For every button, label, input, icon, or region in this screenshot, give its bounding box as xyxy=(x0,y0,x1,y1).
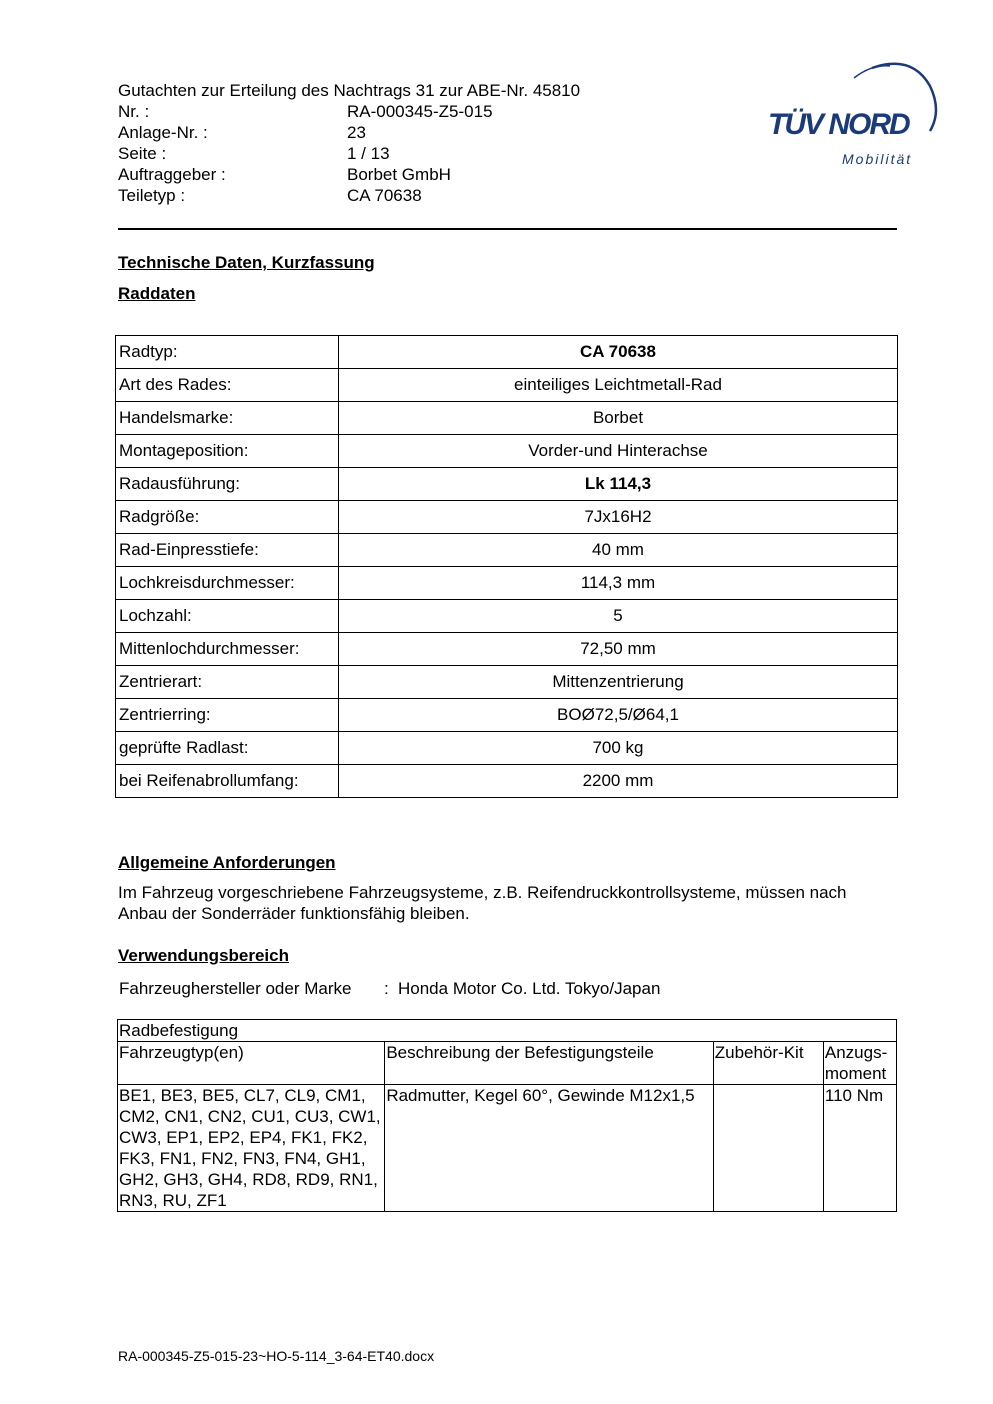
wheel-row-value: BOØ72,5/Ø64,1 xyxy=(339,699,898,732)
manufacturer-value: Honda Motor Co. Ltd. Tokyo/Japan xyxy=(398,979,661,998)
header-label-anlage: Anlage-Nr. : xyxy=(118,123,208,142)
wheel-row-label: Radtyp: xyxy=(116,336,339,369)
section-title-raddaten: Raddaten xyxy=(118,284,196,303)
header-label-nr: Nr. : xyxy=(118,102,150,121)
wheel-row-value: einteiliges Leichtmetall-Rad xyxy=(339,369,898,402)
wheel-row-value: 700 kg xyxy=(339,732,898,765)
manufacturer-label: Fahrzeughersteller oder Marke xyxy=(119,979,352,998)
wheel-row-label: bei Reifenabrollumfang: xyxy=(116,765,339,798)
wheel-mounting-table xyxy=(117,1019,897,1212)
table-row xyxy=(116,501,898,534)
mount-header-anzugsmoment: Anzugs-moment xyxy=(823,1042,896,1085)
header-divider xyxy=(118,228,897,230)
wheel-row-value: 40 mm xyxy=(339,534,898,567)
wheel-row-value: 5 xyxy=(339,600,898,633)
manufacturer-separator: : xyxy=(384,979,389,998)
tuev-nord-logo xyxy=(762,56,942,171)
table-row xyxy=(116,336,898,369)
wheel-row-value: Mittenzentrierung xyxy=(339,666,898,699)
wheel-row-value: 7Jx16H2 xyxy=(339,501,898,534)
header-value-seite: 1 / 13 xyxy=(347,144,390,163)
wheel-row-label: Art des Rades: xyxy=(116,369,339,402)
wheel-row-value: 114,3 mm xyxy=(339,567,898,600)
wheel-row-value: 2200 mm xyxy=(339,765,898,798)
logo-wordmark: TÜV NORD xyxy=(768,108,909,141)
table-row xyxy=(116,699,898,732)
header-label-teiletyp: Teiletyp : xyxy=(118,186,186,205)
mount-cell-types: BE1, BE3, BE5, CL7, CL9, CM1, CM2, CN1, CN2, CU1, CU3, CW1, CW3, EP1, EP2, EP4, FK1, FK2, FK3, FN1, FN2, FN3, FN4, GH1, GH2, GH3, GH4, RD8, RD9, RN1, RN3, RU, ZF1 xyxy=(118,1085,385,1212)
table-row xyxy=(116,468,898,501)
section-title-verwendungsbereich: Verwendungsbereich xyxy=(118,946,289,965)
table-row xyxy=(118,1085,897,1212)
wheel-row-value: 72,50 mm xyxy=(339,633,898,666)
document-title: Gutachten zur Erteilung des Nachtrags 31 zur ABE-Nr. 45810 xyxy=(118,81,581,100)
table-row xyxy=(116,633,898,666)
wheel-row-label: Lochkreisdurchmesser: xyxy=(116,567,339,600)
wheel-row-label: Handelsmarke: xyxy=(116,402,339,435)
table-row xyxy=(116,732,898,765)
wheel-row-label: Montageposition: xyxy=(116,435,339,468)
table-row xyxy=(116,567,898,600)
mount-header-zubehoer-kit: Zubehör-Kit xyxy=(713,1042,823,1085)
header-label-seite: Seite : xyxy=(118,144,167,163)
table-row xyxy=(116,765,898,798)
table-row xyxy=(116,435,898,468)
footer-filename: RA-000345-Z5-015-23~HO-5-114_3-64-ET40.docx xyxy=(118,1348,435,1364)
wheel-row-label: Radausführung: xyxy=(116,468,339,501)
header-value-anlage: 23 xyxy=(347,123,366,142)
general-requirements-text: Im Fahrzeug vorgeschriebene Fahrzeugsysteme, z.B. Reifendruckkontrollsysteme, müssen nach Anbau der Sonderräder funktionsfähig bleiben. xyxy=(118,883,847,923)
wheel-row-value: Vorder-und Hinterachse xyxy=(339,435,898,468)
header-value-auftraggeber: Borbet GmbH xyxy=(347,165,451,184)
mount-header-fahrzeugtyp: Fahrzeugtyp(en) xyxy=(118,1042,385,1085)
wheel-row-label: Rad-Einpresstiefe: xyxy=(116,534,339,567)
wheel-row-value: Lk 114,3 xyxy=(339,468,898,501)
wheel-row-label: geprüfte Radlast: xyxy=(116,732,339,765)
wheel-row-label: Mittenlochdurchmesser: xyxy=(116,633,339,666)
wheel-row-label: Radgröße: xyxy=(116,501,339,534)
table-row xyxy=(116,369,898,402)
wheel-row-label: Zentrierart: xyxy=(116,666,339,699)
header-value-nr: RA-000345-Z5-015 xyxy=(347,102,493,121)
header-value-teiletyp: CA 70638 xyxy=(347,186,422,205)
table-row xyxy=(116,666,898,699)
mount-cell-description: Radmutter, Kegel 60°, Gewinde M12x1,5 xyxy=(385,1085,713,1212)
mount-cell-torque: 110 Nm xyxy=(823,1085,896,1212)
table-row xyxy=(116,600,898,633)
table-row xyxy=(116,534,898,567)
wheel-row-value: Borbet xyxy=(339,402,898,435)
header-label-auftraggeber: Auftraggeber : xyxy=(118,165,226,184)
table-row xyxy=(116,402,898,435)
logo-subtitle: Mobilität xyxy=(842,151,913,167)
section-title-allgemeine: Allgemeine Anforderungen xyxy=(118,853,336,872)
mount-table-caption: Radbefestigung xyxy=(118,1020,897,1042)
wheel-row-label: Zentrierring: xyxy=(116,699,339,732)
wheel-row-value: CA 70638 xyxy=(339,336,898,369)
wheel-row-label: Lochzahl: xyxy=(116,600,339,633)
wheel-data-table xyxy=(115,335,898,798)
section-title-technische-daten: Technische Daten, Kurzfassung xyxy=(118,253,375,272)
mount-cell-kit xyxy=(713,1085,823,1212)
mount-header-beschreibung: Beschreibung der Befestigungsteile xyxy=(385,1042,713,1085)
